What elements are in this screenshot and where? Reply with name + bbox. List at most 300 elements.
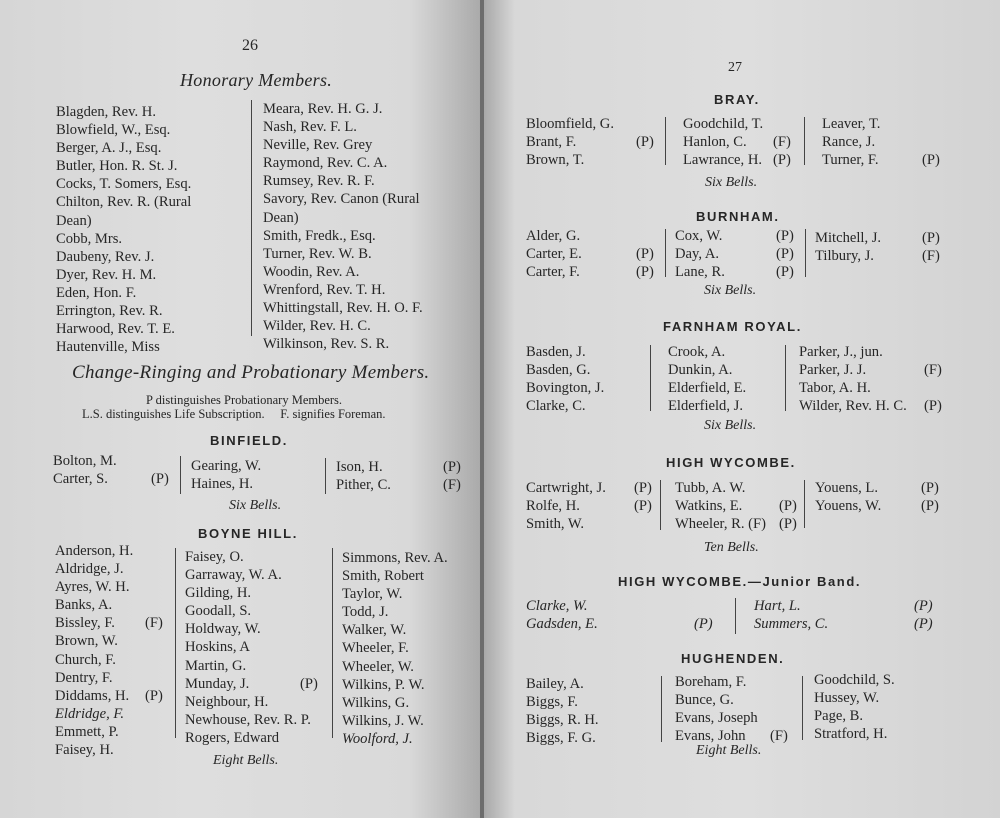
list-item [799,397,942,415]
honorary-members-heading: Honorary Members. [180,70,333,90]
member-name: Anderson, H. [55,543,134,559]
bray-col-2 [683,115,791,169]
member-name: Wilder, Rev. H. C. [263,318,371,335]
member-name: Brown, W. [55,633,118,650]
member-name: Tilbury, J. [815,248,874,265]
boyne-hill-col-3 [342,549,448,748]
member-name: Holdway, W. [185,621,261,638]
list-item [675,227,794,245]
member-name: Gearing, W. [191,458,262,474]
column-divider [650,345,651,411]
binfield-col-3 [336,458,461,494]
member-name: Banks, A. [55,597,113,614]
member-name: Cox, W. [675,228,723,244]
member-name: Errington, Rev. R. [56,303,163,320]
member-name: Cartwright, J. [526,480,606,496]
list-item [56,103,191,121]
list-item [53,470,169,488]
list-item [56,320,191,338]
list-item [526,711,599,729]
member-name: Whittingstall, Rev. H. O. F. [263,300,423,317]
list-item [55,741,133,759]
member-name: Church, F. [55,651,116,668]
list-item [263,172,423,190]
member-name: Page, B. [814,708,864,725]
member-name: Ison, H. [336,459,383,475]
farnham-royal-col-1 [526,343,604,415]
list-item [336,458,461,476]
list-item [526,227,582,245]
list-item [342,603,448,621]
member-name: Youens, W. [815,498,882,515]
hughenden-bells: Eight Bells. [696,743,762,758]
list-item [675,515,797,533]
member-name: Rolfe, H. [526,498,580,515]
member-name: Biggs, F. G. [526,730,596,747]
hughenden-col-1 [526,675,599,747]
member-name: Leaver, T. [822,116,881,132]
list-item [263,209,423,227]
member-name: Hautenville, Miss [56,339,160,356]
member-status-mark: (P) [921,480,939,496]
member-name: Dean) [263,209,299,226]
column-divider [665,117,666,165]
member-name: Tabor, A. H. [799,380,871,397]
list-item [683,115,763,133]
member-name: Wilkins, P. W. [342,676,425,693]
list-item [185,711,311,729]
list-item [526,693,599,711]
list-item [822,151,940,169]
member-name: Bovington, J. [526,380,605,397]
member-name: Day, A. [675,246,720,263]
right-page [484,0,1000,818]
list-item [185,693,311,711]
list-item [56,266,191,284]
bray-col-1 [526,115,654,169]
list-item [814,671,895,689]
high-wycombe-junior-heading: HIGH WYCOMBE.—Junior Band. [618,574,862,589]
member-name: Hart, L. [754,598,801,614]
honorary-col-1 [56,103,191,356]
list-item [526,343,604,361]
list-item [526,397,604,415]
member-name: Hussey, W. [814,690,880,707]
member-name: Diddams, H. [55,687,130,704]
member-status-mark: (F) [443,477,461,494]
member-status-mark: (P) [634,480,652,496]
member-name: Bailey, A. [526,676,584,692]
list-item [799,361,942,379]
member-name: Clarke, C. [526,398,586,415]
list-item [263,263,423,281]
member-name: Bloomfield, G. [526,116,614,132]
list-item [55,669,133,687]
hughenden-col-2 [675,673,788,745]
list-item [526,615,713,633]
member-name: Simmons, Rev. A. [342,550,448,566]
member-name: Carter, S. [53,471,108,488]
member-name: Dyer, Rev. H. M. [56,266,157,283]
member-status-mark: (P) [773,152,791,169]
list-item [263,100,423,118]
member-name: Lane, R. [675,264,725,281]
column-divider [180,456,181,494]
member-name: Raymond, Rev. C. A. [263,155,388,172]
column-divider [661,676,662,742]
member-name: Youens, L. [815,480,878,496]
member-status-mark: (F) [773,134,791,151]
list-item [526,361,604,379]
list-item [675,709,758,727]
member-name: Rance, J. [822,134,876,151]
list-item [822,133,880,151]
column-divider [804,480,805,528]
binfield-col-2 [191,457,261,493]
list-item [342,549,448,567]
member-name: Woolford, J. [342,730,413,747]
list-item [56,139,191,157]
page-number: 27 [728,60,742,75]
member-name: Goodchild, S. [814,672,895,688]
list-item [55,560,133,578]
list-item [263,317,423,335]
list-item [342,694,448,712]
member-name: Goodchild, T. [683,116,764,132]
member-status-mark: (P) [300,675,318,692]
binfield-col-1 [53,452,169,488]
column-divider [332,548,333,738]
list-item [55,723,133,741]
member-status-mark: (P) [776,264,794,281]
member-name: Wilkinson, Rev. S. R. [263,336,390,353]
list-item [55,632,133,650]
member-status-mark: (P) [634,498,652,515]
member-name: Blagden, Rev. H. [56,104,156,120]
list-item [56,302,191,320]
list-item [675,263,794,281]
member-name: Smith, Fredk., Esq. [263,227,376,244]
list-item [814,707,895,725]
member-status-mark: (P) [636,134,654,151]
member-name: Nash, Rev. F. L. [263,119,357,136]
list-item [526,597,598,615]
list-item [526,245,654,263]
member-name: Savory, Rev. Canon (Rural [263,191,420,208]
member-name: Woodin, Rev. A. [263,263,360,280]
binfield-heading: BINFIELD. [210,433,288,448]
list-item [675,245,794,263]
member-name: Haines, H. [191,476,254,493]
member-name: Wilkins, J. W. [342,712,424,729]
member-name: Evans, John [675,728,746,745]
member-name: Dunkin, A. [668,362,733,379]
member-name: Elderfield, J. [668,398,743,415]
list-item [668,379,746,397]
list-item [56,121,191,139]
list-item [185,602,311,620]
member-status-mark: (P) [779,516,797,533]
list-item [814,725,895,743]
life-subscription-note: L.S. distinguishes Life Subscription. F. signifies Foreman. [82,407,386,421]
member-name: Newhouse, Rev. R. P. [185,711,311,728]
member-status-mark: (P) [776,228,794,244]
member-status-mark: (F) [145,615,163,632]
list-item [185,620,311,638]
list-item [55,651,133,669]
member-name: Neighbour, H. [185,693,269,710]
member-name: Pither, C. [336,477,391,494]
member-status-mark: (P) [151,471,169,488]
list-item [263,299,423,317]
member-name: Neville, Rev. Grey [263,137,373,154]
member-name: Dentry, F. [55,669,113,686]
list-item [526,479,652,497]
list-item [185,548,311,566]
list-item [675,479,766,497]
list-item [342,730,448,748]
page-number: 26 [242,37,258,54]
member-name: Basden, G. [526,362,591,379]
member-name: Munday, J. [185,675,250,692]
member-name: Garraway, W. A. [185,567,282,584]
list-item [56,157,191,175]
member-name: Wheeler, R. (F) [675,516,766,533]
list-item [56,175,191,193]
list-item [342,676,448,694]
farnham-royal-bells: Six Bells. [704,418,757,433]
list-item [263,136,423,154]
member-status-mark: (F) [924,362,942,379]
list-item [53,452,117,470]
member-name: Blowfield, W., Esq. [56,122,171,139]
column-divider [802,676,803,740]
member-name: Gilding, H. [185,585,252,602]
list-item [56,284,191,302]
list-item [191,475,261,493]
list-item [683,151,791,169]
list-item [815,229,940,247]
change-ringing-heading: Change-Ringing and Probationary Members. [72,362,430,383]
member-name: Butler, Hon. R. St. J. [56,158,178,175]
boyne-hill-col-2 [185,548,318,747]
farnham-royal-col-2 [668,343,746,415]
member-status-mark: (P) [914,616,933,633]
high-wycombe-heading: HIGH WYCOMBE. [666,455,796,470]
burnham-col-1 [526,227,654,281]
member-name: Brant, F. [526,134,577,151]
list-item [822,115,880,133]
farnham-royal-heading: FARNHAM ROYAL. [663,319,802,334]
list-item [526,379,604,397]
member-name: Turner, Rev. W. B. [263,245,372,262]
list-item [191,457,261,475]
member-name: Mitchell, J. [815,230,882,246]
member-status-mark: (F) [922,248,940,265]
high-wycombe-bells: Ten Bells. [704,540,759,555]
list-item [668,343,746,361]
list-item [56,230,191,248]
list-item [815,247,940,265]
member-name: Faisey, O. [185,549,244,565]
member-name: Smith, W. [526,516,584,533]
list-item [263,227,423,245]
list-item [815,479,939,497]
list-item [263,118,423,136]
list-item [185,657,311,675]
list-item [342,585,448,603]
high-wycombe-col-3 [815,479,939,515]
list-item [668,361,746,379]
list-item [526,151,614,169]
list-item [675,691,758,709]
list-item [263,190,423,208]
member-name: Turner, F. [822,152,879,169]
list-item [799,379,907,397]
hughenden-col-3 [814,671,895,743]
column-divider [325,458,326,494]
member-name: Smith, Robert [342,568,424,585]
member-status-mark: (P) [776,246,794,263]
member-name: Brown, T. [526,152,585,169]
bray-col-3 [822,115,940,169]
member-status-mark: (P) [694,616,713,633]
member-name: Faisey, H. [55,742,114,759]
list-item [56,338,191,356]
member-name: Elderfield, E. [668,380,747,397]
list-item [263,154,423,172]
member-name: Carter, E. [526,246,582,263]
member-name: Ayres, W. H. [55,579,130,596]
member-name: Wheeler, F. [342,640,409,657]
member-name: Biggs, F. [526,694,578,711]
member-name: Evans, Joseph [675,710,758,727]
member-name: Lawrance, H. [683,152,763,169]
list-item [55,578,133,596]
binfield-bells: Six Bells. [229,498,282,513]
list-item [342,658,448,676]
list-item [56,248,191,266]
member-status-mark: (P) [914,598,933,614]
member-name: Carter, F. [526,264,580,281]
list-item [56,193,191,211]
member-status-mark: (P) [779,498,797,515]
honorary-col-2 [263,100,423,353]
member-name: Crook, A. [668,344,726,360]
member-name: Summers, C. [754,616,829,633]
list-item [683,133,791,151]
member-status-mark: (P) [145,687,163,704]
burnham-bells: Six Bells. [704,283,757,298]
column-divider [804,117,805,165]
member-name: Aldridge, J. [55,561,124,578]
junior-band-col-1 [526,597,713,633]
column-divider [665,229,666,277]
member-status-mark: (P) [922,230,940,246]
member-name: Walker, W. [342,622,407,639]
member-status-mark: (P) [921,498,939,515]
member-name: Bolton, M. [53,453,117,469]
list-item [185,729,311,747]
list-item [342,639,448,657]
member-name: Cocks, T. Somers, Esq. [56,176,192,193]
member-name: Daubeny, Rev. J. [56,248,155,265]
member-name: Stratford, H. [814,726,888,743]
probationary-note: P distinguishes Probationary Members. [146,393,343,407]
list-item [526,263,654,281]
member-name: Todd, J. [342,604,389,621]
member-name: Hanlon, C. [683,134,747,151]
member-name: Wilder, Rev. H. C. [799,398,907,415]
list-item [342,712,448,730]
list-item [526,675,599,693]
list-item [55,614,163,632]
member-name: Biggs, R. H. [526,712,599,729]
list-item [55,705,133,723]
member-name: Wheeler, W. [342,658,414,675]
member-name: Goodall, S. [185,603,252,620]
member-name: Harwood, Rev. T. E. [56,321,175,338]
burnham-col-2 [675,227,794,281]
hughenden-heading: HUGHENDEN. [681,651,785,666]
column-divider [735,598,736,634]
member-name: Bissley, F. [55,615,115,632]
farnham-royal-col-3 [799,343,942,415]
high-wycombe-col-2 [675,479,797,533]
member-name: Eldridge, F. [55,705,125,722]
member-name: Alder, G. [526,228,581,244]
member-name: Rumsey, Rev. R. F. [263,173,375,190]
column-divider [251,100,252,336]
list-item [754,597,933,615]
list-item [526,729,599,747]
left-page [0,0,482,818]
member-name: Chilton, Rev. R. (Rural [56,194,192,211]
member-name: Boreham, F. [675,674,747,690]
burnham-col-3 [815,229,940,265]
list-item [185,638,311,656]
member-name: Parker, J., jun. [799,344,883,360]
list-item [263,281,423,299]
boyne-hill-col-1 [55,542,163,759]
list-item [342,621,448,639]
list-item [55,542,133,560]
member-name: Wrenford, Rev. T. H. [263,281,386,298]
member-name: Taylor, W. [342,586,403,603]
column-divider [805,229,806,277]
bray-bells: Six Bells. [705,175,758,190]
list-item [675,673,758,691]
list-item [526,133,654,151]
list-item [55,596,133,614]
list-item [55,687,163,705]
list-item [754,615,933,633]
member-name: Emmett, P. [55,723,119,740]
member-name: Parker, J. J. [799,362,867,379]
member-status-mark: (P) [636,246,654,263]
column-divider [175,548,176,738]
member-name: Wilkins, G. [342,694,410,711]
member-name: Berger, A. J., Esq. [56,140,162,157]
high-wycombe-col-1 [526,479,652,533]
member-name: Bunce, G. [675,692,734,709]
burnham-heading: BURNHAM. [696,209,780,224]
member-status-mark: (P) [636,264,654,281]
column-divider [660,480,661,530]
member-status-mark: (P) [443,459,461,475]
member-name: Dean) [56,212,92,229]
member-status-mark: (P) [922,152,940,169]
